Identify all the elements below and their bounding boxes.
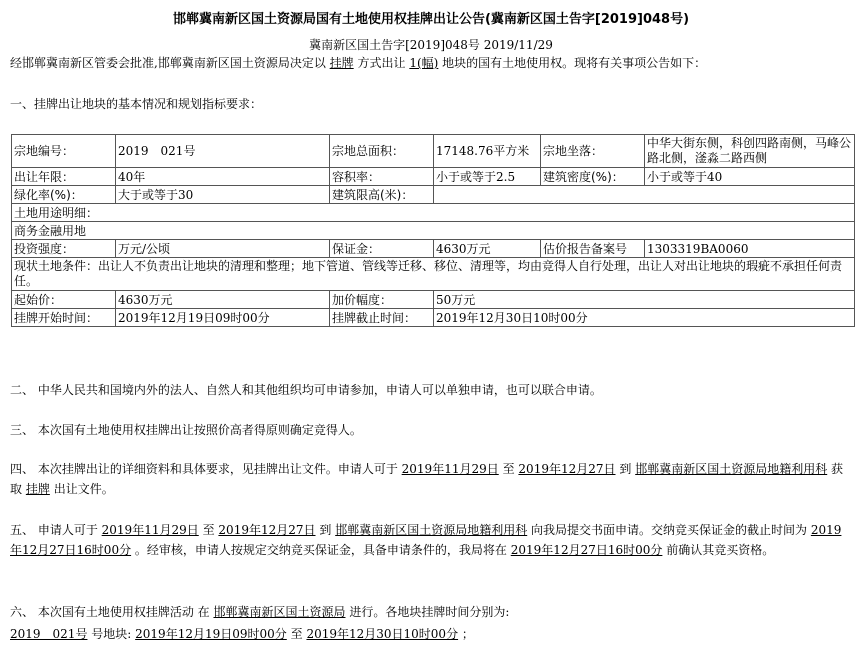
doc-number-date: 冀南新区国土告字[2019]048号 2019/11/29 xyxy=(309,38,553,52)
table-row xyxy=(12,258,855,291)
section-4: 四、 本次挂牌出让的详细资料和具体要求，见挂牌出让文件。申请人可于 2019年11月29日 至 2019年12月27日 到 邯郸冀南新区国土资源局地籍利用科 获取 挂牌 出让文件。 xyxy=(10,462,844,496)
cell-label: 绿化率(%)： xyxy=(12,186,116,204)
plot-ratio: 小于或等于2.5 xyxy=(434,168,541,186)
deadline-link: 2019年12月27日16时00分 xyxy=(510,543,663,557)
parcel-location: 中华大街东侧，科创四路南侧，马峰公路北侧，滏淼二路西侧 xyxy=(645,135,855,168)
table-row xyxy=(12,168,855,186)
cell-label: 估价报告备案号 xyxy=(541,240,645,258)
table-row xyxy=(12,204,855,222)
table-row xyxy=(12,309,855,327)
parcel-area: 17148.76平方米 xyxy=(434,135,541,168)
cell-label: 宗地编号： xyxy=(12,135,116,168)
method-link: 挂牌 xyxy=(25,482,50,496)
listing-end-time: 2019年12月30日10时00分 xyxy=(434,309,855,327)
section-6-schedule: 2019 021号 号地块: 2019年12月19日09时00分 至 2019年12月30日10时00分 ； xyxy=(10,627,474,641)
cell-label: 出让年限： xyxy=(12,168,116,186)
land-condition: 现状土地条件：出让人不负责出让地块的清理和整理；地下管道、管线等迁移、移位、清理等，均由竞得人自行处理，出让人对出让地块的瑕疵不承担任何责任。 xyxy=(12,258,855,291)
cell-label: 宗地总面积： xyxy=(330,135,434,168)
section-3: 三、 本次国有土地使用权挂牌出让按照价高者得原则确定竞得人。 xyxy=(10,423,362,437)
intro-paragraph xyxy=(10,54,852,72)
table-row xyxy=(12,135,855,168)
transfer-years: 40年 xyxy=(116,168,330,186)
cell-label: 挂牌截止时间： xyxy=(330,309,434,327)
listing-start-time: 2019年12月19日09时00分 xyxy=(116,309,330,327)
date-link: 2019年11月29日 xyxy=(401,462,499,476)
org-link: 邯郸冀南新区国土资源局 xyxy=(213,605,346,619)
cell-label: 保证金： xyxy=(330,240,434,258)
parcel-number: 2019 021号 xyxy=(116,135,330,168)
land-use-label: 土地用途明细： xyxy=(12,204,855,222)
deposit: 4630万元 xyxy=(434,240,541,258)
cell-label: 容积率： xyxy=(330,168,434,186)
table-row xyxy=(12,240,855,258)
section-5: 五、 申请人可于 2019年11月29日 至 2019年12月27日 到 邯郸冀南新区国土资源局地籍利用科 向我局提交书面申请。交纳竞买保证金的截止时间为 2019年12月27日16时00分 。经审核，申请人按规定交纳竞买保证金，具备申请条件的，我局将在 2019年12月27日16时00分 前确认其竞买资格。 xyxy=(10,523,842,557)
cell-label: 投资强度： xyxy=(12,240,116,258)
table-row xyxy=(12,222,855,240)
org-link: 邯郸冀南新区国土资源局地籍利用科 xyxy=(635,462,828,476)
cell-label: 建筑密度(%)： xyxy=(541,168,645,186)
date-link: 2019年12月27日 xyxy=(218,523,316,537)
appraisal-record-number: 1303319BA0060 xyxy=(645,240,855,258)
section-6: 六、 本次国有土地使用权挂牌活动 在 邯郸冀南新区国土资源局 进行。各地块挂牌时间分别为: xyxy=(10,605,510,619)
section-2: 二、 中华人民共和国境内外的法人、自然人和其他组织均可申请参加，申请人可以单独申请，也可以联合申请。 xyxy=(10,383,602,397)
height-limit xyxy=(434,186,855,204)
starting-price: 4630万元 xyxy=(116,291,330,309)
time-link: 2019年12月30日10时00分 xyxy=(306,627,459,641)
cell-label: 建筑限高(米)： xyxy=(330,186,434,204)
intro-text: 地块的国有土地使用权。现将有关事项公告如下： xyxy=(442,56,707,70)
intro-count: 1(幅) xyxy=(409,56,439,70)
org-link: 邯郸冀南新区国土资源局地籍利用科 xyxy=(335,523,528,537)
time-link: 2019年12月19日09时00分 xyxy=(135,627,287,641)
intro-method: 挂牌 xyxy=(329,56,354,70)
building-density: 小于或等于40 xyxy=(645,168,855,186)
intro-text: 经邯郸冀南新区管委会批准,邯郸冀南新区国土资源局决定以 xyxy=(10,56,326,70)
section-1-heading: 一、挂牌出让地块的基本情况和规划指标要求： xyxy=(10,97,263,111)
parcel-info-table xyxy=(11,134,855,327)
page-title: 邯郸冀南新区国土资源局国有土地使用权挂牌出让公告(冀南新区国土告字[2019]048号) xyxy=(172,12,690,27)
intro-text: 方式出让 xyxy=(357,56,406,70)
land-use-value: 商务金融用地 xyxy=(12,222,855,240)
cell-label: 起始价： xyxy=(12,291,116,309)
table-row xyxy=(12,186,855,204)
date-link: 2019年11月29日 xyxy=(101,523,199,537)
green-ratio: 大于或等于30 xyxy=(116,186,330,204)
bid-increment: 50万元 xyxy=(434,291,855,309)
investment-intensity: 万元/公顷 xyxy=(116,240,330,258)
date-link: 2019年12月27日 xyxy=(518,462,616,476)
cell-label: 加价幅度： xyxy=(330,291,434,309)
cell-label: 挂牌开始时间： xyxy=(12,309,116,327)
cell-label: 宗地坐落： xyxy=(541,135,645,168)
deadline-link: 2019年12月27日16时00分 xyxy=(10,523,842,557)
parcel-link: 2019 021号 xyxy=(10,627,88,641)
table-row xyxy=(12,291,855,309)
